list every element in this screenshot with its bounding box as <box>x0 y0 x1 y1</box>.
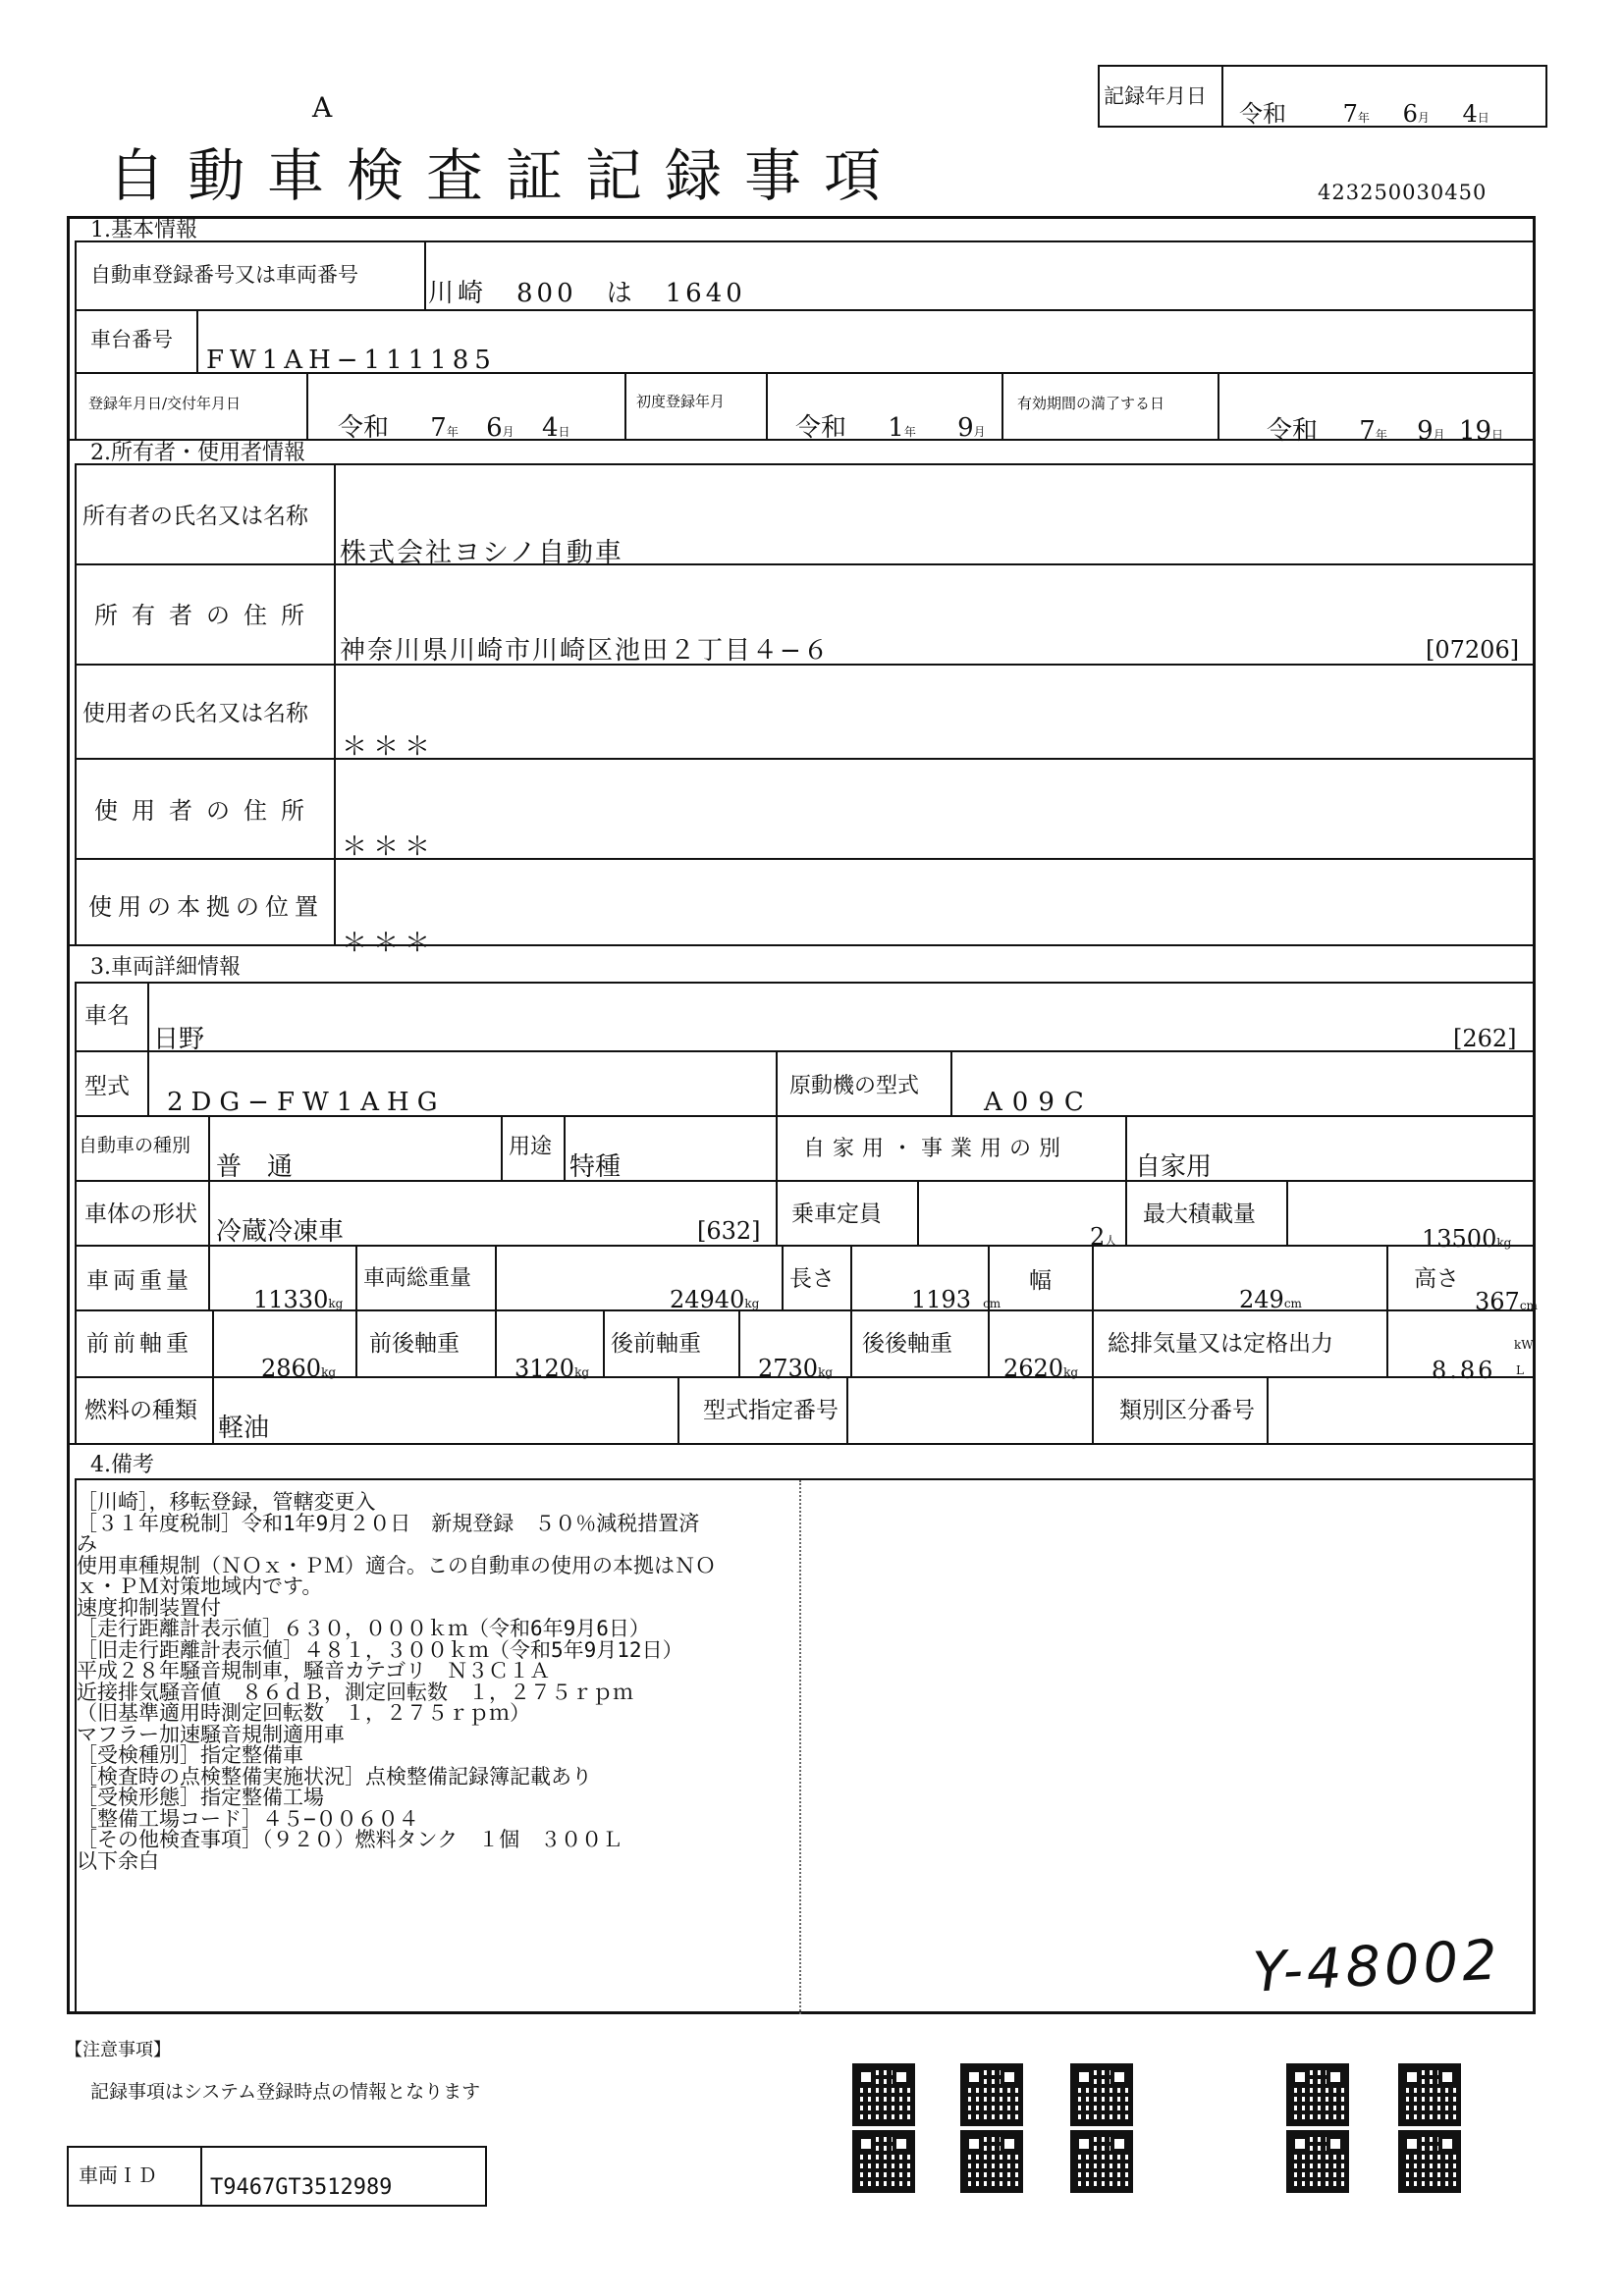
ff-value: 2860kg <box>261 1355 337 1382</box>
model-value: 2DG−FW1AHG <box>167 1088 446 1117</box>
owner-name: 株式会社ヨシノ自動車 <box>340 538 623 568</box>
owner-addr-code: [07206] <box>1426 636 1520 664</box>
width-value: 249cm <box>1239 1286 1302 1313</box>
issue-label: 登録年月日/交付年月日 <box>88 395 242 412</box>
notes-text: 記録事項はシステム登録時点の情報となります <box>90 2081 481 2103</box>
length-label: 長さ <box>789 1266 835 1292</box>
model-label: 型式 <box>84 1074 130 1099</box>
body-value: 冷蔵冷凍車 <box>216 1217 345 1247</box>
vehicle-id-value: T9467GT3512989 <box>210 2175 393 2200</box>
remark-line: み <box>77 1532 97 1556</box>
ff-label: 前前軸重 <box>86 1331 192 1357</box>
user-addr: ＊＊＊ <box>342 832 437 862</box>
kind-label: 自動車の種別 <box>79 1135 191 1156</box>
reg-value: 川崎 800 は 1640 <box>428 279 746 308</box>
rr-label: 後後軸重 <box>862 1331 952 1357</box>
qr-code-icon <box>852 2130 915 2193</box>
height-value: 367cm <box>1475 1288 1538 1315</box>
first-reg-label: 初度登録年月 <box>636 393 726 410</box>
first-reg-date: 令和 1年 9月 <box>795 413 986 443</box>
base-value: ＊＊＊ <box>342 929 437 958</box>
remark-line: ［川崎］，移転登録，管轄変更入 <box>77 1490 376 1514</box>
doc-number: 423250030450 <box>1318 181 1488 204</box>
remark-line: ［旧走行距離計表示値］４８１，３００ｋｍ（令和5年9月12日） <box>77 1637 683 1662</box>
private-label: 自家用・事業用の別 <box>803 1137 1069 1161</box>
owner-addr-label: 所有者の住所 <box>94 602 318 629</box>
capacity-label: 乗車定員 <box>791 1201 882 1227</box>
height-label: 高さ <box>1414 1266 1459 1292</box>
remark-line: ［受検種別］指定整備車 <box>77 1743 303 1767</box>
gross-label: 車両総重量 <box>363 1266 472 1291</box>
car-name-code: [262] <box>1453 1025 1517 1052</box>
capacity-value: 2人 <box>1090 1223 1117 1251</box>
qr-code-icon <box>1070 2063 1133 2126</box>
chassis-label: 車台番号 <box>90 328 173 351</box>
body-code: [632] <box>697 1217 761 1245</box>
fuel-value: 軽油 <box>218 1414 270 1443</box>
remark-line: ［その他検査事項］（９２０）燃料タンク １個 ３００Ｌ <box>77 1828 623 1851</box>
fuel-label: 燃料の種類 <box>84 1398 197 1423</box>
car-name: 日野 <box>153 1025 205 1054</box>
engine-label: 原動機の型式 <box>789 1074 920 1098</box>
maxload-value: 13500kg <box>1422 1225 1512 1253</box>
rr-value: 2620kg <box>1003 1355 1079 1382</box>
engine-value: A09C <box>984 1088 1094 1117</box>
remark-line: ｘ・ＰＭ対策地域内です。 <box>77 1575 323 1598</box>
record-date-label: 記録年月日 <box>1104 84 1207 108</box>
doc-title: 自動車検査証記録事項 <box>108 142 904 209</box>
expiry-date: 令和 7年 9月 19日 <box>1267 416 1504 446</box>
user-name: ＊＊＊ <box>342 732 437 762</box>
chassis-value: FW1AH−111185 <box>206 346 497 375</box>
expiry-label: 有効期間の満了する日 <box>1017 395 1165 412</box>
issue-date: 令和 7年 6月 4日 <box>338 413 570 443</box>
remark-line: ［整備工場コード］４５−００６０４ <box>77 1806 419 1831</box>
remark-line: 速度抑制装置付 <box>77 1595 221 1620</box>
remark-line: （旧基準適用時測定回転数 １，２７５ｒｐｍ） <box>77 1701 530 1725</box>
vehicle-id-label: 車両ＩＤ <box>79 2163 157 2187</box>
section-1-title: 1.基本情報 <box>90 218 197 242</box>
base-label: 使用の本拠の位置 <box>88 893 324 921</box>
reg-label: 自動車登録番号又は車両番号 <box>90 263 358 287</box>
remark-line: 近接排気騒音値 ８６ｄＢ，測定回転数 １，２７５ｒｐｍ <box>77 1680 633 1704</box>
remark-line: ［３１年度税制］令和1年9月２０日 新規登録 ５０％減税措置済 <box>77 1511 700 1535</box>
remark-line: ［走行距離計表示値］６３０，０００ｋｍ（令和6年9月6日） <box>77 1617 650 1640</box>
body-label: 車体の形状 <box>84 1201 197 1227</box>
rf-value: 2730kg <box>758 1355 834 1382</box>
disp-value: 8.86 <box>1432 1357 1496 1384</box>
remark-line: 平成２８年騒音規制車，騒音カテゴリ Ｎ３Ｃ１Ａ <box>77 1659 551 1682</box>
maxload-label: 最大積載量 <box>1143 1201 1256 1227</box>
section-4-title: 4.備考 <box>90 1453 154 1477</box>
private-value: 自家用 <box>1135 1152 1213 1182</box>
remark-line: ［検査時の点検整備実施状況］点検整備記録簿記載あり <box>77 1764 592 1789</box>
use-value: 特種 <box>569 1152 622 1182</box>
notes-title: 【注意事項】 <box>65 2040 171 2060</box>
kind-value: 普 通 <box>216 1152 294 1182</box>
fr-label: 前後軸重 <box>369 1331 460 1357</box>
remark-line: 使用車種規制（ＮＯｘ・ＰＭ）適合。この自動車の使用の本拠はＮＯ <box>77 1553 716 1577</box>
length-value: 1193 cm <box>911 1286 1001 1313</box>
l-unit: L <box>1516 1363 1524 1377</box>
fr-value: 3120kg <box>514 1355 590 1382</box>
owner-name-label: 所有者の氏名又は名称 <box>82 504 308 529</box>
doc-mark: A <box>312 91 333 124</box>
record-date: 令和 7年 6月 4日 <box>1239 100 1489 128</box>
rf-label: 後前軸重 <box>611 1331 701 1357</box>
qr-code-icon <box>960 2130 1023 2193</box>
gross-value: 24940kg <box>670 1286 760 1313</box>
weight-value: 11330kg <box>253 1286 344 1313</box>
user-addr-label: 使用者の住所 <box>94 797 318 825</box>
qr-code-icon <box>1398 2130 1461 2193</box>
qr-code-icon <box>1070 2130 1133 2193</box>
class-label: 類別区分番号 <box>1119 1398 1255 1423</box>
typecert-label: 型式指定番号 <box>703 1398 839 1423</box>
section-3-title: 3.車両詳細情報 <box>90 955 241 980</box>
qr-code-icon <box>960 2063 1023 2126</box>
qr-code-icon <box>1286 2063 1349 2126</box>
qr-code-icon <box>852 2063 915 2126</box>
qr-code-icon <box>1286 2130 1349 2193</box>
qr-code-icon <box>1398 2063 1461 2126</box>
car-name-label: 車名 <box>84 1003 130 1029</box>
remark-line: ［受検形態］指定整備工場 <box>77 1786 324 1809</box>
handwritten-note: Y-48002 <box>1251 1928 1503 2005</box>
weight-label: 車両重量 <box>86 1268 192 1294</box>
section-2-title: 2.所有者・使用者情報 <box>90 441 305 465</box>
owner-addr: 神奈川県川崎市川崎区池田２丁目４−６ <box>340 636 831 666</box>
user-name-label: 使用者の氏名又は名称 <box>82 701 308 726</box>
use-label: 用途 <box>509 1135 553 1159</box>
kw-unit: kW <box>1514 1338 1534 1352</box>
disp-label: 総排気量又は定格出力 <box>1108 1331 1333 1357</box>
remarks-list <box>77 1492 716 1872</box>
width-label: 幅 <box>1029 1268 1052 1294</box>
remark-line: マフラー加速騒音規制適用車 <box>77 1722 345 1746</box>
remark-line: 以下余白 <box>77 1848 159 1873</box>
